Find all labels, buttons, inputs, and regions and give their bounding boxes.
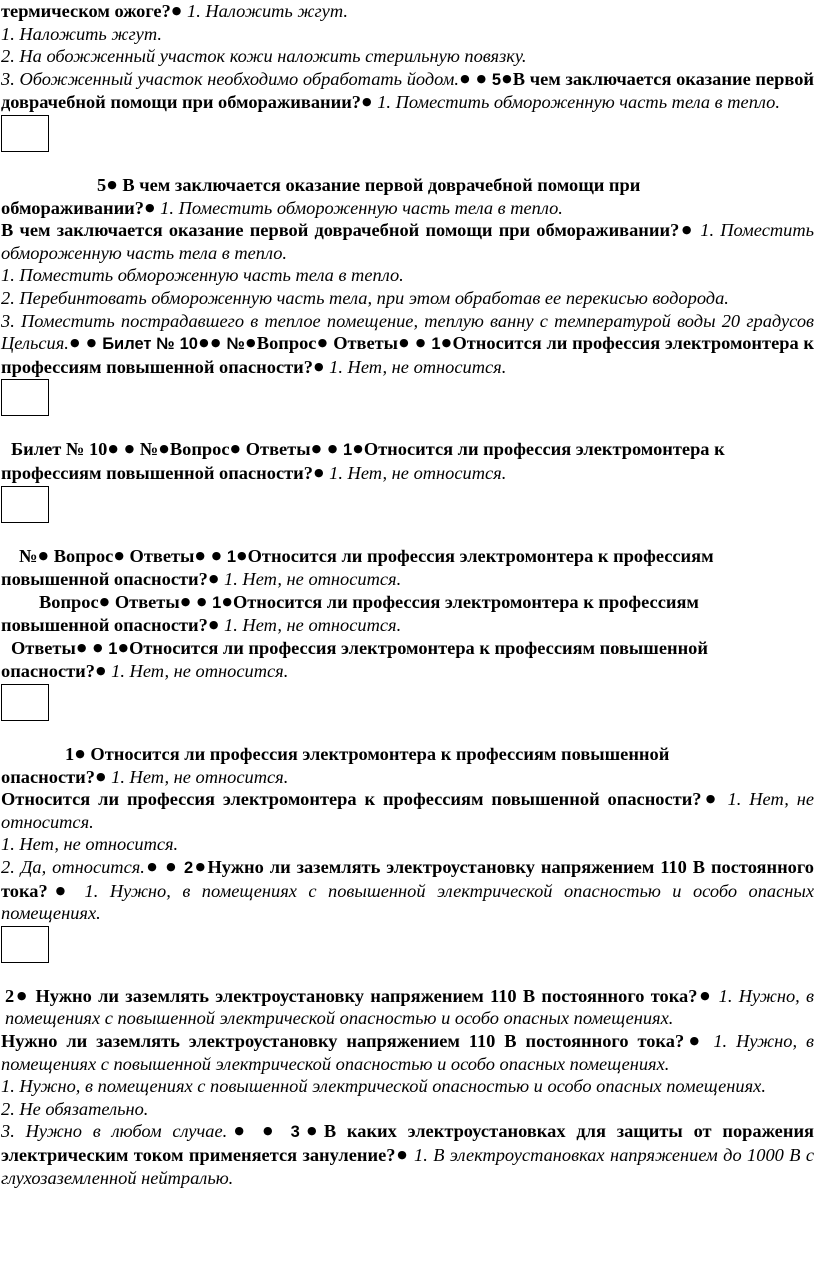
text-span: обмораживании? [1, 197, 144, 218]
text-span: Вопрос [169, 439, 230, 460]
text-span: 1. Нужно, в помещениях с повышенной электрической опасностью и особо опасных помещениях. [1, 1031, 814, 1074]
bullet-icon: ● [246, 336, 256, 350]
bullet-icon: ● [144, 200, 155, 214]
text-span: 3. Обожженный участок необходимо обработать йодом. [1, 68, 459, 89]
bullet-icon: ● [166, 860, 178, 874]
text-span: 1. Поместить обмороженную часть тела в тепло. [155, 197, 563, 218]
text-span: 1. Нет, не относится. [106, 661, 289, 682]
bullet-icon: ● [222, 594, 232, 608]
block-heading-cont [1, 568, 814, 591]
text-span: 1. Наложить жгут. [1, 23, 162, 44]
bullet-icon: ● [48, 883, 73, 897]
text-span: 1 [226, 547, 237, 566]
text-span: 1. Нет, не относится. [324, 462, 507, 483]
text-span: 2. На обожженный участок кожи наложить стерильную повязку. [1, 46, 527, 67]
empty-image-placeholder [1, 684, 49, 721]
bullet-icon: ● [702, 792, 719, 806]
bullet-icon: ● [208, 572, 219, 586]
bullet-icon: ● [313, 359, 324, 373]
text-span: 1. Нет, не относится. [219, 615, 402, 636]
block-heading [1, 637, 814, 661]
text-span: Вопрос [49, 545, 114, 566]
text-span: Ответы [333, 333, 399, 354]
question-line [1, 1030, 814, 1075]
text-span: 3 [290, 1123, 300, 1142]
block-heading [1, 438, 814, 462]
bullet-icon: ● [69, 336, 80, 350]
bullet-icon: ● [171, 4, 182, 17]
empty-image-placeholder [1, 115, 49, 152]
text-span: 2. Перебинтовать обмороженную часть тела, при этом обработав ее перекисью водорода. [1, 287, 729, 308]
bullet-icon: ● [99, 594, 110, 608]
text-span: 1 [343, 441, 353, 460]
text-span: Ответы [11, 637, 76, 658]
text-span: 2 [183, 859, 194, 878]
text-span: В чем заключается оказание первой доврачебной помощи при обмораживании? [1, 220, 680, 241]
text-span: 2. Да, относится. [1, 857, 145, 878]
text-line [1, 0, 814, 23]
bullet-icon: ● [108, 442, 118, 456]
text-span: Относится ли профессия электромонтера к профессиям повышенной [129, 637, 708, 658]
bullet-icon: ● [353, 442, 363, 456]
empty-image-placeholder [1, 486, 49, 523]
bullet-icon: ● [237, 548, 247, 562]
bullet-icon: ● [415, 336, 426, 350]
bullet-icon: ● [210, 336, 221, 350]
answer-option [1, 287, 814, 310]
text-span: Относится ли профессия электромонтера к [363, 439, 725, 460]
text-span: Относится ли профессия электромонтера к профессиям повышенной опасности? [1, 333, 815, 377]
bullet-icon: ● [75, 747, 85, 761]
text-span: В чем заключается оказание первой доврачебной помощи при [117, 174, 641, 195]
bullet-icon: ● [38, 548, 49, 562]
bullet-icon: ● [211, 548, 222, 562]
answer-option [1, 833, 814, 856]
text-span: повышенной опасности? [1, 569, 208, 590]
block-heading [1, 591, 814, 615]
answer-option [1, 1098, 814, 1121]
bullet-icon: ● [93, 640, 103, 654]
empty-image-placeholder [1, 926, 49, 963]
text-span: опасности? [1, 661, 95, 682]
bullet-icon: ● [145, 860, 159, 874]
answer-text: 1. Поместить обмороженную часть тела в тепло. [372, 92, 780, 113]
block-heading [1, 985, 814, 1030]
question-number: 5 [491, 70, 502, 89]
bullet-icon: ● [230, 442, 241, 456]
bullet-icon: ● [313, 465, 324, 479]
text-span: Вопрос [39, 591, 99, 612]
bullet-icon: ● [114, 548, 124, 562]
text-span: профессиям повышенной опасности? [1, 462, 313, 483]
bullet-icon: ● [460, 71, 470, 85]
text-span: 2. Не обязательно. [1, 1098, 149, 1119]
text-span: Нужно ли заземлять электроустановку напряжением 110 В постоянного тока? [29, 985, 698, 1006]
text-span: Относится ли профессия электромонтера к профессиям [232, 591, 699, 612]
text-span: 1. Нужно, в помещениях с повышенной электрической опасностью и особо опасных помещениях. [1, 880, 814, 924]
block-heading-cont [1, 766, 814, 789]
text-span: Ответы [245, 439, 311, 460]
text-span: 1. Поместить обмороженную часть тела в тепло. [1, 265, 404, 286]
empty-image-placeholder [1, 379, 49, 416]
text-span: Нужно ли заземлять электроустановку напряжением 110 В постоянного тока? [1, 1031, 685, 1051]
bullet-icon: ● [198, 336, 209, 350]
bullet-icon: ● [180, 594, 191, 608]
bullet-icon: ● [362, 95, 372, 109]
text-span: 1. Нет, не относится. [324, 356, 507, 377]
text-span: 1. Нет, не относится. [1, 834, 179, 855]
bullet-icon: ● [311, 442, 322, 456]
bullet-icon: ● [194, 860, 207, 874]
bullet-icon: ● [196, 594, 207, 608]
bullet-icon: ● [107, 177, 117, 191]
bullet-icon: ● [502, 71, 512, 85]
bullet-icon: ● [159, 442, 169, 456]
bullet-icon: ● [95, 664, 106, 678]
answer-option [1, 23, 814, 46]
text-span: В каких электроустановках для защиты от поражения электрическим током применяется зануление? [1, 1121, 814, 1165]
answer-option [1, 856, 814, 925]
bullet-icon: ● [86, 336, 97, 350]
block-heading-cont [1, 614, 814, 637]
text-span: опасности? [1, 766, 95, 787]
text-span: 1. Нет, не относится. [219, 569, 402, 590]
bullet-icon: ● [208, 618, 219, 632]
text-span: Нужно ли заземлять электроустановку напряжением 110 В постоянного тока? [1, 857, 814, 901]
text-span: 1. Нет, не относится. [106, 766, 289, 787]
bullet-icon: ● [680, 223, 694, 237]
text-span: 2 [5, 985, 15, 1006]
answer-option [1, 68, 814, 114]
text-span: 1 [431, 335, 441, 354]
text-span: Ответы [124, 545, 195, 566]
question-text: термическом ожоге? [1, 1, 171, 21]
bullet-icon: ● [476, 71, 487, 85]
bullet-icon: ● [317, 336, 328, 350]
text-span: 1. Поместить обмороженную часть тела в тепло. [1, 220, 814, 263]
text-span: повышенной опасности? [1, 615, 208, 636]
bullet-icon: ● [118, 640, 129, 654]
text-span: Вопрос [256, 333, 317, 354]
text-span: 1. Нужно, в помещениях с повышенной электрической опасностью и особо опасных помещениях. [5, 985, 814, 1029]
question-line [1, 788, 814, 833]
bullet-icon: ● [124, 442, 135, 456]
bullet-icon: ● [263, 1124, 279, 1138]
answer-option [1, 45, 814, 68]
answer-option [1, 264, 814, 287]
bullet-icon: ● [76, 640, 87, 654]
text-span: 3. Поместить пострадавшего в теплое помещение, теплую ванну с температурой воды 20 градусов Цельсия. [1, 310, 814, 354]
text-span: № [226, 335, 246, 354]
text-span: 1. Нужно, в помещениях с повышенной электрической опасностью и особо опасных помещениях. [1, 1076, 766, 1097]
text-span: Билет № 10 [11, 439, 108, 460]
bullet-icon: ● [15, 988, 29, 1002]
block-heading-cont [1, 660, 814, 683]
answer-option [1, 1075, 814, 1098]
block-heading-cont [1, 197, 814, 220]
answer-option [1, 310, 814, 379]
text-span: Относится ли профессия электромонтера к профессиям [247, 545, 714, 566]
bullet-icon: ● [399, 336, 409, 350]
bullet-icon: ● [698, 988, 712, 1002]
text-span: Относится ли профессия электромонтера к профессиям повышенной [85, 744, 670, 765]
text-span: № [139, 439, 159, 460]
bullet-icon: ● [300, 1124, 323, 1138]
block-heading [1, 545, 814, 569]
text-span: 1. В электроустановках напряжением до 1000 В с глухозаземленной нейтралью. [1, 1144, 815, 1188]
answer-text: 1. Наложить жгут. [182, 1, 348, 21]
question-line [1, 219, 814, 264]
text-span: Ответы [110, 591, 180, 612]
text-span: 5 [97, 174, 107, 195]
text-span: 3. Нужно в любом случае. [1, 1121, 228, 1142]
question-text: В чем заключается оказание первой доврачебной помощи при обмораживании? [1, 68, 814, 113]
block-heading [1, 174, 814, 197]
text-span: 1. Нет, не относится. [1, 789, 814, 832]
block-heading [1, 743, 814, 766]
bullet-icon: ● [441, 336, 452, 350]
bullet-icon: ● [685, 1034, 704, 1047]
bullet-icon: ● [95, 769, 106, 783]
text-span: № [19, 545, 38, 566]
bullet-icon: ● [195, 548, 205, 562]
block-heading-cont [1, 462, 814, 485]
text-span: 1 [65, 744, 75, 765]
text-span: Относится ли профессия электромонтера к профессиям повышенной опасности? [1, 789, 702, 810]
bullet-icon: ● [396, 1147, 408, 1161]
ticket-title: Билет № 10 [102, 335, 198, 354]
text-span: 1 [212, 593, 222, 612]
bullet-icon: ● [327, 442, 338, 456]
bullet-icon: ● [228, 1124, 251, 1138]
answer-option [1, 1120, 814, 1189]
text-span: 1 [108, 639, 118, 658]
